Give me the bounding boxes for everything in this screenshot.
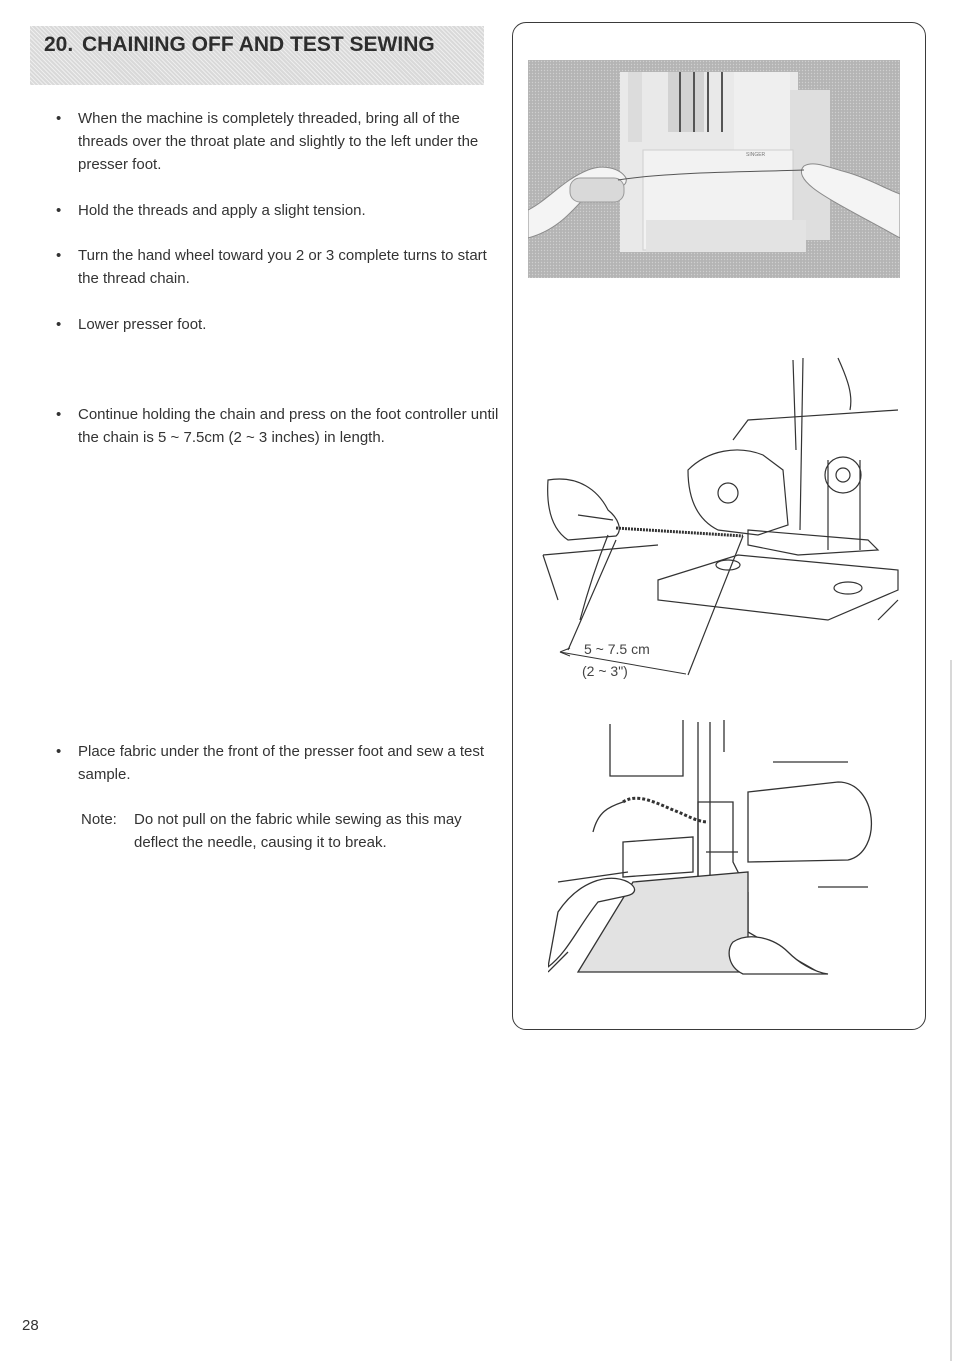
instruction-text: Lower presser foot. (78, 316, 207, 333)
section-number: 20. (44, 33, 74, 56)
page-edge-shadow (950, 660, 952, 1361)
instruction-item (56, 740, 506, 786)
bullet-icon: • (56, 406, 62, 423)
bullet-icon: • (56, 247, 62, 264)
instruction-text: When the machine is completely threaded, bring all of the threads over the throat plate and slightly to the left under the presser foot. (78, 110, 479, 173)
instruction-text: Hold the threads and apply a slight tension. (78, 202, 366, 219)
machine-brand-label: SINGER (746, 152, 766, 158)
instruction-item (56, 313, 496, 336)
thread-chain-diagram (538, 350, 908, 690)
instruction-text: Turn the hand wheel toward you 2 or 3 complete turns to start the thread chain. (78, 247, 487, 287)
note-label: Note: (81, 811, 117, 828)
note-text: Do not pull on the fabric while sewing as this may deflect the needle, causing it to break. (134, 811, 462, 851)
instruction-item (56, 199, 496, 222)
machine-threads-photo (528, 60, 900, 278)
page-number: 28 (22, 1317, 39, 1334)
test-sewing-diagram (548, 712, 888, 982)
bullet-icon: • (56, 743, 62, 760)
chain-length-imperial: (2 ~ 3") (582, 663, 628, 679)
instruction-text: Continue holding the chain and press on the foot controller until the chain is 5 ~ 7.5cm (2 ~ 3 inches) in length. (78, 406, 499, 446)
instruction-item (56, 244, 506, 290)
chain-length-metric: 5 ~ 7.5 cm (584, 641, 650, 657)
instruction-item (56, 403, 506, 449)
bullet-icon: • (56, 202, 62, 219)
bullet-icon: • (56, 316, 62, 333)
instruction-text: Place fabric under the front of the presser foot and sew a test sample. (78, 743, 485, 783)
bullet-icon: • (56, 110, 62, 127)
instruction-item (56, 107, 496, 176)
section-title: CHAINING OFF AND TEST SEWING (82, 33, 435, 56)
